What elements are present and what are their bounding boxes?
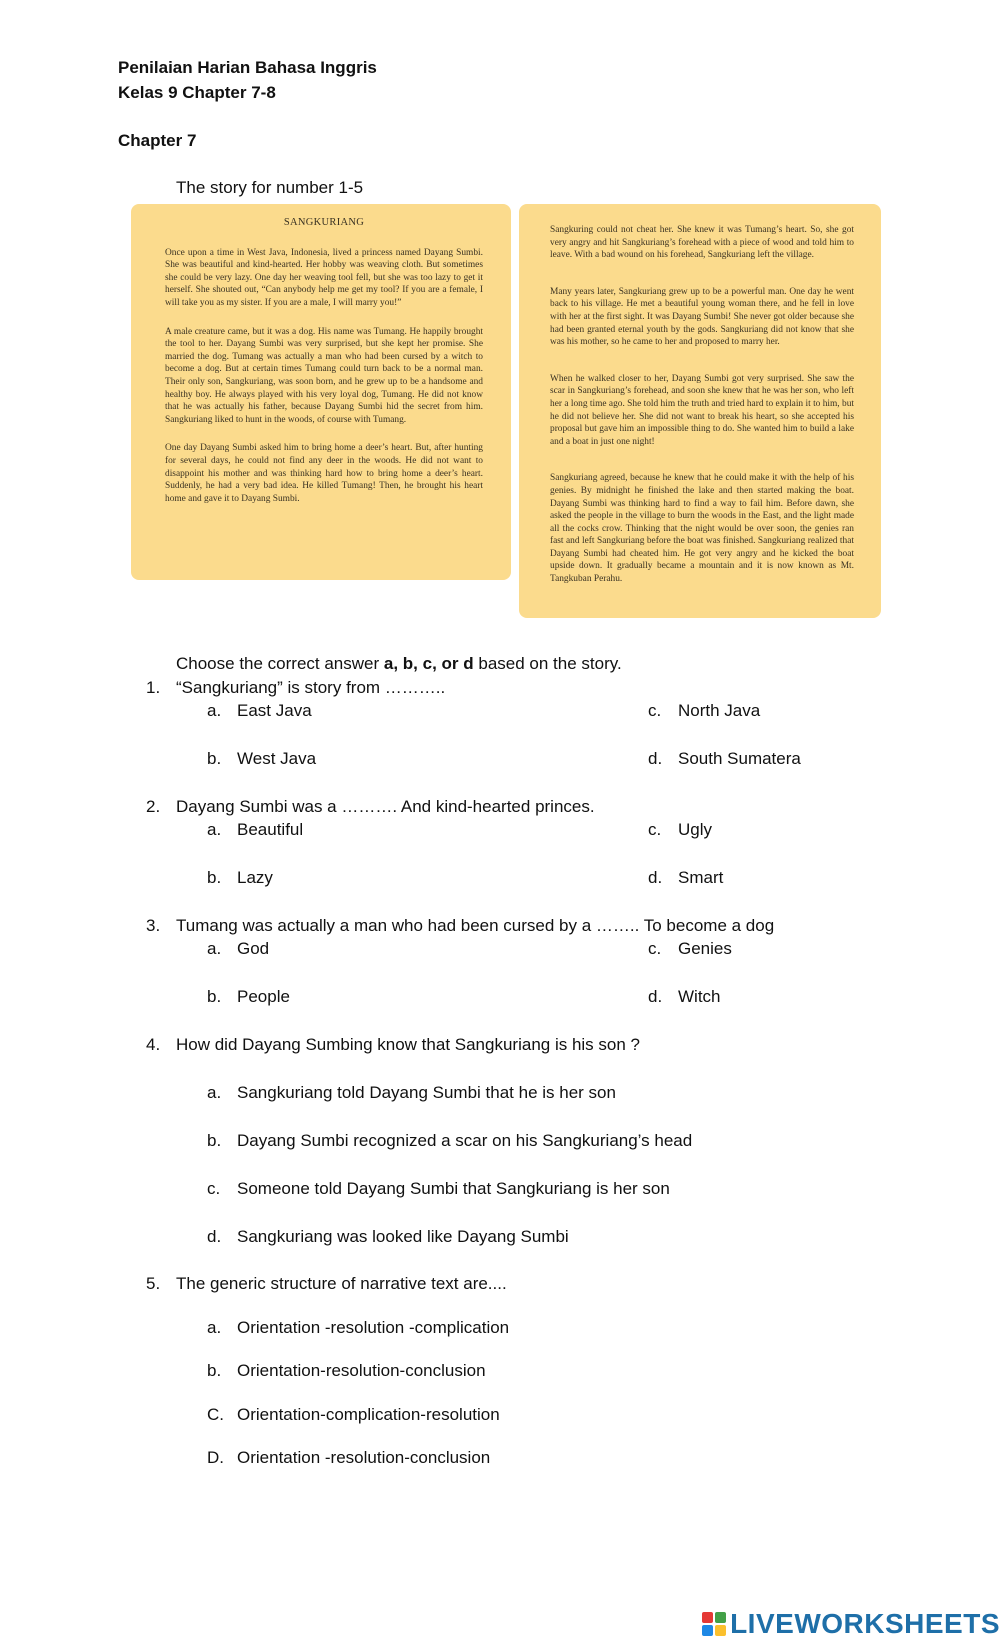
option-text: Sangkuriang was looked like Dayang Sumbi (237, 1227, 569, 1246)
option-text: Sangkuriang told Dayang Sumbi that he is her son (237, 1083, 616, 1102)
option-letter: a. (207, 1083, 222, 1102)
option-letter: a. (207, 820, 222, 839)
question-number: 3. (146, 916, 161, 935)
question-text: The generic structure of narrative text are.... (176, 1274, 507, 1293)
logo-tile (702, 1625, 713, 1636)
option-letter: d. (648, 868, 663, 887)
option-letter: a. (207, 701, 222, 720)
chapter-heading: Chapter 7 (118, 131, 197, 150)
option-text: Orientation -resolution -complication (237, 1318, 510, 1337)
worksheet-title: Penilaian Harian Bahasa Inggris (118, 58, 377, 77)
option-3c[interactable] (648, 939, 732, 959)
question-number: 2. (146, 797, 161, 816)
story-card-right (519, 204, 881, 618)
option-5b[interactable] (207, 1361, 486, 1381)
instruction (176, 654, 622, 674)
option-1d[interactable] (648, 749, 801, 769)
question-text: Tumang was actually a man who had been cursed by a …….. To become a dog (176, 916, 775, 935)
option-text: East Java (237, 701, 312, 720)
option-text: Beautiful (237, 820, 304, 839)
option-4a[interactable] (207, 1083, 616, 1103)
option-text: South Sumatera (678, 749, 801, 768)
logo-tile (715, 1625, 726, 1636)
option-text: Smart (678, 868, 724, 887)
option-letter: b. (207, 1361, 222, 1380)
option-3a[interactable] (207, 939, 269, 959)
option-5a[interactable] (207, 1318, 509, 1338)
question-number: 4. (146, 1035, 161, 1054)
option-2b[interactable] (207, 868, 273, 888)
option-2a[interactable] (207, 820, 303, 840)
option-letter: d. (207, 1227, 222, 1246)
option-5c[interactable] (207, 1405, 500, 1425)
story-paragraph: When he walked closer to her, Dayang Sumbi got very surprised. She saw the scar in Sangkuriang’s forehead, and soon she knew that he was her son, who left her a long time ago. She told him the truth and tried hard to explain it to him, but he did not believe her. She did not want to break his heart, so she accepted his proposal but gave him an impossible thing to do. She wanted him to build a lake and a boat in just one night! (550, 373, 854, 447)
option-text: North Java (678, 701, 761, 720)
logo-tiles-icon (702, 1612, 726, 1636)
instruction-text-end: based on the story. (473, 654, 622, 673)
story-intro: The story for number 1-5 (176, 178, 364, 197)
question-text: How did Dayang Sumbing know that Sangkuriang is his son ? (176, 1035, 640, 1054)
option-letter: d. (648, 749, 663, 768)
liveworksheets-logo[interactable] (702, 1608, 1000, 1640)
story-paragraph: A male creature came, but it was a dog. His name was Tumang. He happily brought the tool to her. Dayang Sumbi was very surprised, but she kept her promise. She married the dog. Tumang was actually a man who had been cursed by a witch to become a dog. But at certain times Tumang could turn back to be a normal man. Their only son, Sangkuriang, was soon born, and he grew up to be a handsome and healthy boy. He always played with his very loyal dog, Tumang. He did not know that he was actually his father, because Dayang Sumbi hid the secret from him. Sangkuriang liked to hunt in the woods, of course with Tumang. (165, 326, 483, 425)
option-text: Dayang Sumbi recognized a scar on his Sangkuriang’s head (237, 1131, 693, 1150)
option-letter: c. (648, 939, 662, 958)
worksheet-subtitle: Kelas 9 Chapter 7-8 (118, 83, 276, 102)
option-letter: a. (207, 1318, 222, 1337)
option-letter: b. (207, 1131, 222, 1150)
option-letter: D. (207, 1448, 224, 1467)
option-text: Witch (678, 987, 721, 1006)
option-text: Genies (678, 939, 732, 958)
logo-wordmark: LIVEWORKSHEETS (730, 1608, 1000, 1639)
option-text: People (237, 987, 290, 1006)
option-text: Orientation -resolution-conclusion (237, 1448, 491, 1467)
logo-tile (715, 1612, 726, 1623)
option-letter: a. (207, 939, 222, 958)
option-2d[interactable] (648, 868, 723, 888)
option-letter: d. (648, 987, 663, 1006)
story-paragraph: One day Dayang Sumbi asked him to bring home a deer’s heart. But, after hunting for several days, he could not find any deer in the woods. He did not want to disappoint his mother and was thinking hard how to bring home a deer’s heart. Suddenly, he had a very bad idea. He killed Tumang! Then, he brought his heart home and gave it to Dayang Sumbi. (165, 443, 483, 504)
option-1c[interactable] (648, 701, 760, 721)
story-paragraph: Sangkuring could not cheat her. She knew it was Tumang’s heart. So, she got very angry and hit Sangkuriang’s forehead with a piece of wood and told him to leave. With a bad wound on his forehead, Sangkuriang left the village. (550, 225, 854, 261)
story-paragraph: Once upon a time in West Java, Indonesia, lived a princess named Dayang Sumbi. She was beautiful and kind-hearted. Her hobby was weaving cloth. But sometimes she could be very lazy. One day her weaving tool fell, but she was too lazy to get it herself. She shouted out, “Can anybody help me get my tool? If you are a female, I will take you as my sister. If you are a male, I will marry you!” (165, 247, 483, 308)
option-text: Orientation-resolution-conclusion (237, 1361, 486, 1380)
logo-tile (702, 1612, 713, 1623)
story-paragraph: Many years later, Sangkuriang grew up to be a powerful man. One day he went back to his village. He met a beautiful young woman there, and he fell in love with her at the first sight. It was Dayang Sumbi! She never got older because she had been granted eternal youth by the gods. Sangkuriang did not know that she was his mother, so he came to her and proposed to marry her. (550, 286, 854, 348)
option-1b[interactable] (207, 749, 316, 769)
option-letter: C. (207, 1405, 224, 1424)
story-paragraph: Sangkuriang agreed, because he knew that he could make it with the help of his genies. By midnight he finished the lake and then started making the boat. Dayang Sumbi was thinking hard to find a way to fail him. Before dawn, she asked the people in the village to burn the woods in the East, and the light made all the cocks crow. Thinking that the night would be over soon, the genies ran fast and left Sangkuriang before the boat was finished. Sangkuriang realized that Dayang Sumbi had cheated him. He got very angry and he kicked the boat upside down. It gradually became a mountain and it is now known as Mt. Tangkuban Perahu. (550, 473, 854, 585)
question-number: 1. (146, 678, 161, 697)
option-text: Lazy (237, 868, 273, 887)
option-3d[interactable] (648, 987, 721, 1007)
question-number: 5. (146, 1274, 161, 1293)
option-letter: c. (648, 701, 662, 720)
story-card-left (131, 204, 511, 580)
option-4b[interactable] (207, 1131, 692, 1151)
option-4d[interactable] (207, 1227, 569, 1247)
option-letter: b. (207, 868, 222, 887)
option-2c[interactable] (648, 820, 712, 840)
option-letter: b. (207, 749, 222, 768)
option-text: Ugly (678, 820, 713, 839)
option-letter: c. (648, 820, 662, 839)
option-text: Someone told Dayang Sumbi that Sangkuriang is her son (237, 1179, 670, 1198)
story-title: SANGKURIANG (283, 217, 365, 228)
option-4c[interactable] (207, 1179, 670, 1199)
option-text: West Java (237, 749, 317, 768)
instruction-choices: a, b, c, or d (383, 654, 474, 673)
option-1a[interactable] (207, 701, 312, 721)
option-5d[interactable] (207, 1448, 490, 1468)
option-letter: c. (207, 1179, 221, 1198)
question-text: Dayang Sumbi was a ………. And kind-hearted princes. (176, 797, 595, 816)
instruction-text: Choose the correct answer (176, 654, 384, 673)
option-letter: b. (207, 987, 222, 1006)
option-text: God (237, 939, 270, 958)
option-text: Orientation-complication-resolution (237, 1405, 500, 1424)
question-text: “Sangkuriang” is story from ……….. (176, 678, 446, 697)
option-3b[interactable] (207, 987, 290, 1007)
